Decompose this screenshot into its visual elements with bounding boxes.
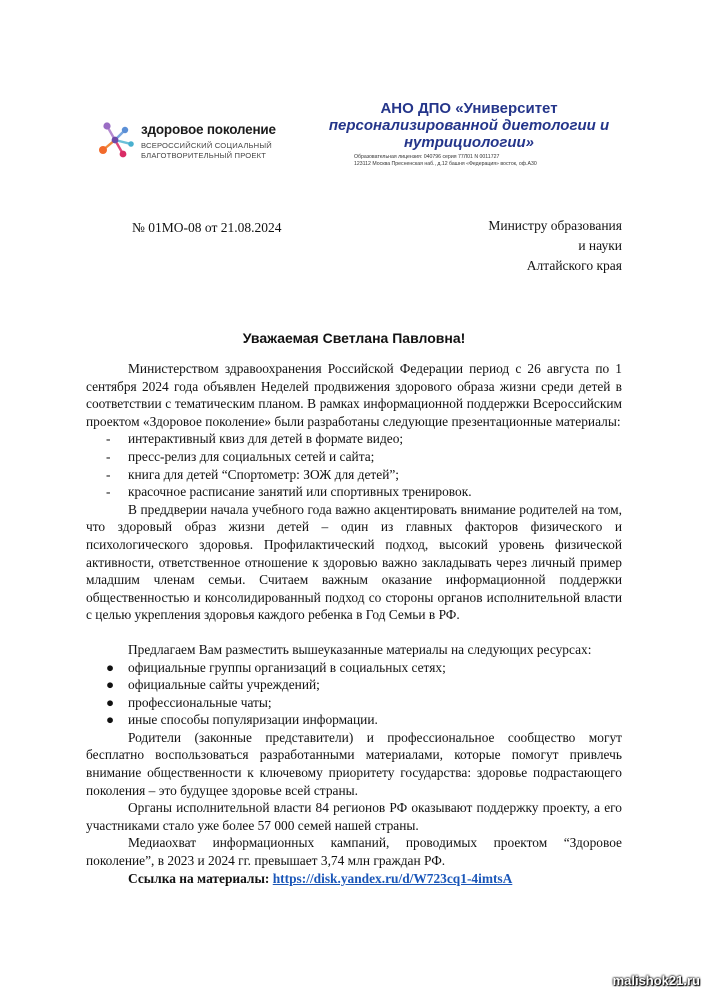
paragraph-media-reach: Медиаохват информационных кампаний, проводимых проектом “Здоровое поколение”, в 2023 и 2024 гг. превышает 3,74 млн граждан РФ. (86, 835, 622, 869)
organization-name-line3: нутрициологии» (403, 134, 535, 151)
dash-marker: - (106, 466, 111, 482)
dash-marker: - (106, 484, 111, 500)
materials-link[interactable]: https://disk.yandex.ru/d/W723cq1-4imtsA (272, 870, 513, 886)
resources-list (86, 659, 622, 729)
list-item-text: иные способы популяризации информации. (128, 712, 378, 728)
list-item-text: красочное расписание занятий или спортивных тренировок. (128, 484, 472, 500)
project-logo (95, 118, 295, 164)
list-item-text: книга для детей “Спортометр: ЗОЖ для детей”; (128, 466, 400, 482)
site-watermark: malishok21.ru (612, 973, 700, 988)
bullet-marker: ● (106, 659, 115, 675)
list-item (86, 483, 622, 501)
addressee-line2: и науки (578, 238, 622, 253)
salutation: Уважаемая Светлана Павловна! (242, 330, 466, 346)
organization-name-line2: персонализированной диетологии и (328, 117, 610, 134)
logo-subtitle-line2: БЛАГОТВОРИТЕЛЬНЫЙ ПРОЕКТ (141, 151, 267, 160)
addressee-block (488, 216, 622, 276)
materials-link-line (86, 870, 622, 888)
bullet-marker: ● (106, 677, 115, 693)
organization-name (314, 100, 624, 151)
list-item-text: официальные группы организаций в социальных сетях; (128, 659, 446, 675)
logo-title: здоровое поколение (141, 122, 276, 137)
organization-license (314, 154, 624, 168)
bullet-marker: ● (106, 694, 115, 710)
logo-subtitle-line1: ВСЕРОССИЙСКИЙ СОЦИАЛЬНЫЙ (141, 141, 272, 150)
list-item (86, 466, 622, 484)
dash-marker: - (106, 448, 111, 464)
license-line1: Образовательная лицензия: 040796 серия 77Л01 N 0011727 (354, 154, 500, 160)
paragraph-parents-materials: Родители (законные представители) и профессиональное сообщество могут бесплатно воспользоваться разработанными материалами, которые помогут привлечь внимание общественности к ключевому приоритету государства: здоровье подрастающего поколения – это будущее здоровье всей страны. (86, 729, 622, 798)
list-item (86, 659, 622, 677)
letter-body (86, 360, 622, 887)
list-item (86, 676, 622, 694)
license-line2: 123112 Москва Пресненская наб., д.12 башня «Федерация» восток, оф.А30 (354, 161, 537, 167)
list-item (86, 711, 622, 729)
list-item (86, 448, 622, 466)
organization-name-line1: АНО ДПО «Университет (380, 100, 558, 117)
letter-reference: № 01МО-08 от 21.08.2024 (132, 220, 282, 235)
list-item (86, 694, 622, 712)
link-label: Ссылка на материалы: (128, 870, 270, 886)
paragraph-intro: Министерством здравоохранения Российской Федерации период с 26 августа по 1 сентября 2024 года объявлен Неделей продвижения здорового образа жизни среди детей в соответствии с тематическим планом. В рамках информационной поддержки Всероссийским проектом «Здоровое поколение» были разработаны следующие презентационные материалы: (86, 361, 622, 429)
list-item-text: официальные сайты учреждений; (128, 677, 320, 693)
list-item-text: пресс-релиз для социальных сетей и сайта; (128, 448, 375, 464)
list-item (86, 430, 622, 448)
paragraph-parents-attention: В преддверии начала учебного года важно акцентировать внимание родителей на том, что здоровый образ жизни детей – один из главных факторов физического и психологического здоровья. Профилактический подход, высокий уровень физической активности, ответственное отношение к здоровью важно закладывать через личный пример младшим членам семьи. Считаем важным оказание информационной поддержки общественностью и консолидированный подход со стороны органов исполнительной власти с целью укрепления здоровья каждого ребенка в Год Семьи в РФ. (86, 501, 622, 623)
dash-marker: - (106, 431, 111, 447)
paragraph-resources-intro: Предлагаем Вам разместить вышеуказанные материалы на следующих ресурсах: (128, 641, 592, 657)
bullet-marker: ● (106, 712, 115, 728)
materials-list (86, 430, 622, 500)
list-item-text: интерактивный квиз для детей в формате видео; (128, 431, 404, 447)
molecule-logo-icon (95, 118, 137, 164)
addressee-line1: Министру образования (488, 218, 622, 233)
paragraph-regions: Органы исполнительной власти 84 регионов РФ оказывают поддержку проекту, а его участниками стало уже более 57 000 семей нашей страны. (86, 800, 622, 833)
organization-header (314, 100, 624, 168)
addressee-line3: Алтайского края (526, 258, 622, 273)
list-item-text: профессиональные чаты; (128, 694, 272, 710)
